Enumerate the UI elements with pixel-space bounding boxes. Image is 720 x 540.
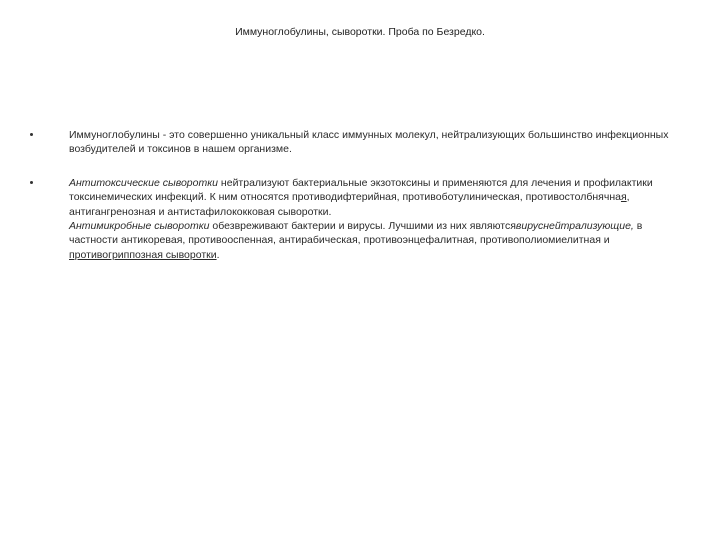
bullet-text: Иммуноглобулины - это совершенно уникальный класс иммунных молекул, нейтрализующих большинство инфекционных возбудителей и токсинов в нашем организме. — [69, 129, 669, 156]
bullet-dot — [30, 133, 33, 136]
virus-neutralizing-term: вируснейтрализующие, — [515, 220, 634, 233]
bullet-dot — [30, 181, 33, 184]
antitoxic-sera-text-end: , антигангренозная и антистафилококковая сыворотки. — [69, 191, 630, 218]
bullet-item-immunoglobulins — [28, 128, 678, 157]
antimicrobial-sera-text: обезвреживают бактерии и вирусы. Лучшими из них являются — [209, 220, 516, 233]
sentence-end: . — [216, 248, 220, 261]
antimicrobial-sera-term: Антимикробные сыворотки — [69, 220, 210, 233]
anti-influenza-serum-link: противогриппозная сыворотки — [69, 248, 217, 261]
virus-neutralizing-text: в частности антикоревая, противооспенная, антирабическая, противоэнцефалитная, противополиомиелитная и — [69, 220, 643, 247]
antitoxic-sera-term: Антитоксические сыворотки — [69, 176, 219, 189]
bullet-list — [28, 128, 678, 281]
antitoxic-sera-text: нейтрализуют бактериальные экзотоксины и применяются для лечения и профилактики токсинемических инфекций. К ним относятся противодифтерийная, противоботулиническая, противостолбнячна — [69, 176, 653, 204]
underlined-letter: я — [620, 191, 627, 204]
slide-title: Иммуноглобулины, сыворотки. Проба по Безредко. — [235, 26, 485, 38]
bullet-item-sera — [28, 176, 678, 262]
